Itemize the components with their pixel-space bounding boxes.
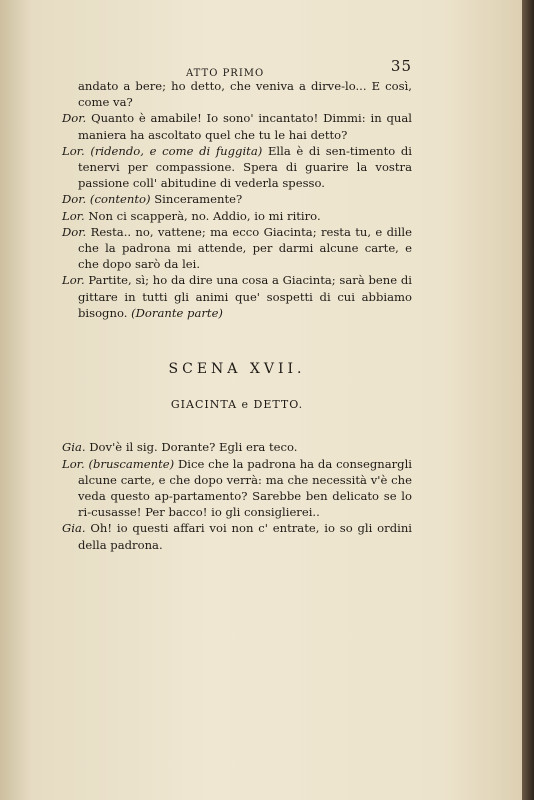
dialogue-line (62, 439, 412, 455)
speaker-name: Lor. (62, 456, 85, 471)
dialogue-text: Partite, sì; ho da dire una cosa a Giacinta; sarà bene di gittare in tutti gli animi que' sospetti di cui abbiamo bisogno. (78, 273, 412, 320)
dialogue-line (62, 224, 412, 273)
dialogue-line (62, 272, 412, 321)
dialogue-text: Oh! io questi affari voi non c' entrate, io so gli ordini della padrona. (78, 521, 413, 552)
dialogue-text: Dov'è il sig. Dorante? Egli era teco. (89, 440, 298, 455)
stage-direction: (bruscamente) (88, 456, 175, 471)
stage-direction: (ridendo, e come di fuggita) (90, 143, 263, 158)
speaker-name: Dor. (62, 192, 87, 207)
dialogue-line (62, 78, 412, 110)
dialogue-line (62, 208, 412, 224)
stage-direction: (Dorante parte) (131, 305, 223, 320)
speaker-name: Gia. (62, 440, 86, 455)
dialogue-text: Resta.. no, vattene; ma ecco Giacinta; resta tu, e dille che la padrona mi attende, per darmi alcune carte, e che dopo sarò da lei. (78, 224, 413, 272)
dialogue-line (62, 191, 412, 207)
page-header (62, 58, 412, 78)
dialogue-line (62, 110, 412, 142)
speaker-name: Lor. (62, 143, 85, 158)
dialogue-text: Dice che la padrona ha da consegnargli alcune carte, e che dopo verrà: ma che necessità v'è che veda questo ap-partamento? Sarebbe ben delicato se lo ri-cusasse! Per bacco! io gli consiglierei.. (78, 456, 412, 520)
dialogue-block-2 (62, 439, 412, 552)
dialogue-text: Ella è di sen-timento di tenervi per compassione. Spera di guarire la vostra passione coll' abitudine di vederla spesso. (78, 143, 413, 191)
dialogue-text: Non ci scapperà, no. Addio, io mi ritiro. (88, 208, 321, 223)
running-title: ATTO PRIMO (186, 68, 265, 79)
book-edge (522, 0, 534, 800)
dialogue-text: andato a bere; ho detto, che veniva a dirve-lo... E così, come va? (78, 79, 412, 110)
dialogue-line (62, 143, 412, 192)
speaker-name: Lor. (62, 208, 85, 223)
page-number: 35 (390, 57, 412, 75)
speaker-name: Gia. (62, 521, 86, 536)
scene-title: SCENA XVII. (168, 361, 306, 378)
page-text (62, 58, 412, 553)
speaker-name: Dor. (62, 224, 87, 239)
stage-direction: (contento) (89, 192, 151, 207)
speaker-name: Lor. (62, 273, 85, 288)
dialogue-text: Sinceramente? (150, 192, 243, 207)
speaker-name: Dor. (62, 111, 87, 126)
dialogue-line (62, 456, 412, 521)
dialogue-text: Quanto è amabile! Io sono' incantato! Dimmi: in qual maniera ha ascoltato quel che tu le hai detto? (78, 111, 412, 142)
scene-characters: GIACINTA e DETTO. (170, 398, 304, 412)
dialogue-line (62, 520, 412, 552)
dialogue-block-1 (62, 78, 412, 321)
